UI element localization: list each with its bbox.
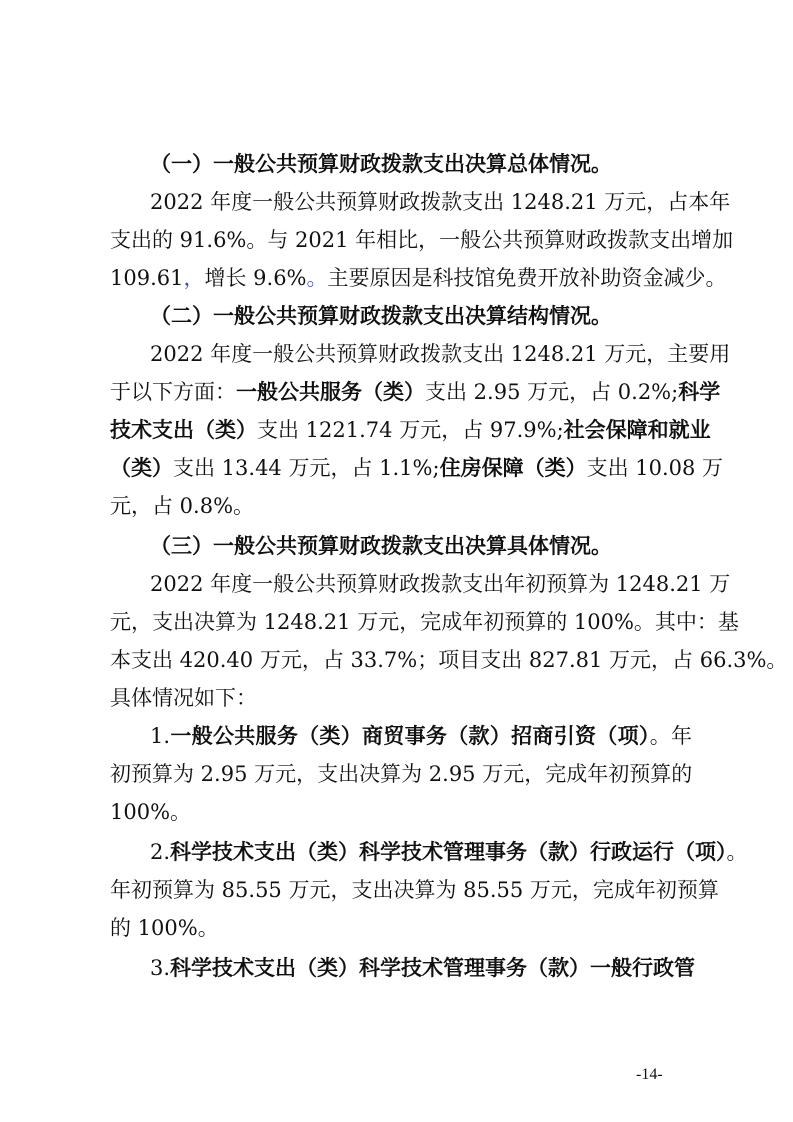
paragraph-line: 元，占 0.8%。 [110, 494, 255, 518]
paragraph-line: 100%。 [110, 800, 192, 824]
paragraph-line: 2022 年度一般公共预算财政拨款支出年初预算为 1248.21 万 [150, 572, 731, 596]
category-label: 技术支出（类） [110, 418, 257, 442]
comma-mark: ， [183, 266, 205, 290]
category-label: （类） [110, 456, 173, 480]
text-run: 。 [726, 840, 748, 864]
paragraph-line: 的 100%。 [110, 916, 219, 940]
paragraph-line: 年初预算为 85.55 万元，支出决算为 85.55 万元，完成年初预算 [110, 878, 719, 902]
item-heading-3 [150, 949, 696, 987]
paragraph-line: 初预算为 2.95 万元，支出决算为 2.95 万元，完成年初预算的 [110, 762, 693, 786]
category-label: 社会保障和就业 [563, 418, 711, 442]
paragraph-line [110, 449, 724, 487]
item-heading-1 [150, 717, 692, 755]
paragraph-line: 2022 年度一般公共预算财政拨款支出 1248.21 万元，主要用 [150, 342, 731, 366]
paragraph-line: 具体情况如下： [110, 686, 257, 710]
paragraph-line: 本支出 420.40 万元，占 33.7%；项目支出 827.81 万元，占 66.3%。 [110, 648, 788, 672]
paragraph-line: 2022 年度一般公共预算财政拨款支出 1248.21 万元，占本年 [150, 190, 731, 214]
text-run: 109.61 [110, 266, 184, 290]
item-title: 科学技术支出（类）科学技术管理事务（款）行政运行（项） [170, 840, 727, 864]
category-label: 科学 [678, 380, 721, 404]
item-number: 1. [150, 724, 171, 748]
paragraph-line [110, 259, 727, 297]
period-mark: 。 [306, 266, 328, 290]
paragraph-line [110, 373, 721, 411]
text-run: 支出 13.44 万元，占 1.1%; [173, 456, 440, 480]
item-heading-2 [150, 833, 748, 871]
item-title: 一般公共服务（类）商贸事务（款）招商引资（项） [170, 724, 650, 748]
text-run: 支出 2.95 万元，占 0.2%; [425, 380, 679, 404]
text-run: 支出 1221.74 万元，占 97.9%; [257, 418, 564, 442]
text-run: 支出 10.08 万 [586, 456, 724, 480]
paragraph-line: 支出的 91.6%。与 2021 年相比，一般公共预算财政拨款支出增加 [110, 228, 734, 252]
text-run: 于以下方面： [110, 380, 236, 404]
category-label: 住房保障（类） [439, 456, 587, 480]
section-heading-3: （三）一般公共预算财政拨款支出决算具体情况。 [150, 534, 612, 558]
section-heading-2: （二）一般公共预算财政拨款支出决算结构情况。 [150, 304, 612, 328]
paragraph-line: 元，支出决算为 1248.21 万元，完成年初预算的 100%。其中：基 [110, 610, 739, 634]
item-number: 2. [150, 840, 171, 864]
section-heading-1: （一）一般公共预算财政拨款支出决算总体情况。 [150, 152, 612, 176]
paragraph-line [110, 411, 711, 449]
text-run: 主要原因是科技馆免费开放补助资金减少。 [327, 266, 727, 290]
item-title: 科学技术支出（类）科学技术管理事务（款）一般行政管 [170, 956, 696, 980]
page-number: -14- [636, 1066, 663, 1083]
text-run: 。年 [649, 724, 693, 748]
category-label: 一般公共服务（类） [236, 380, 425, 404]
text-run: 增长 9.6% [204, 266, 307, 290]
item-number: 3. [150, 956, 171, 980]
